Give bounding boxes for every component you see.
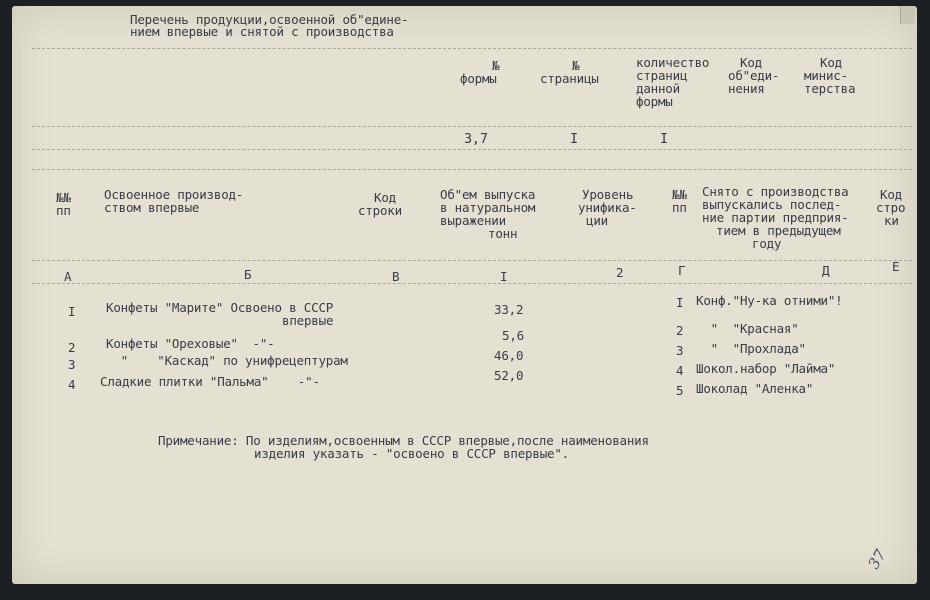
removed-row-3-name: " "Прохлада" — [696, 341, 806, 356]
pages-count-label-2: страниц — [636, 68, 688, 83]
binder-edge — [900, 6, 915, 24]
header-unif-2: унифика- — [578, 200, 637, 215]
header-removed-3: ние партии предприя- — [702, 210, 849, 225]
header-num-1: №№ — [56, 190, 71, 205]
removed-row-4-name: Шокол.набор "Лайма" — [696, 361, 836, 376]
header-code-1: Код — [374, 190, 396, 205]
removed-row-1-num: I — [676, 295, 684, 310]
title-line-2: нием впервые и снятой с производства — [130, 24, 394, 39]
header-removed-4: тием в предыдущем — [716, 223, 841, 238]
handwritten-page-mark: 37 — [864, 546, 890, 573]
page-no-label-1: № — [572, 58, 580, 73]
row-3-num: 3 — [68, 357, 76, 372]
document-sheet — [12, 6, 917, 584]
column-letter-1: I — [500, 269, 508, 284]
pages-count-label-1: количество — [636, 55, 710, 70]
row-3-name: " "Каскад" по унифрецептурам — [106, 353, 348, 368]
column-letter-2: 2 — [616, 265, 624, 280]
pages-count-label-4: формы — [636, 94, 673, 109]
rule — [32, 260, 912, 261]
ministry-code-label-2: минис- — [804, 68, 848, 83]
column-letter-b: Б — [244, 267, 252, 282]
header-volume-2: в натуральном — [440, 200, 536, 215]
column-letter-e: Е — [892, 259, 900, 274]
row-2-name: Конфеты "Ореховые" -"- — [106, 336, 275, 351]
removed-row-4-num: 4 — [676, 363, 684, 378]
row-1-num: I — [68, 304, 76, 319]
header-unif-1: Уровень — [582, 187, 634, 202]
header-removed-5: году — [752, 236, 782, 251]
column-letter-g: Г — [678, 263, 686, 278]
rule — [32, 149, 912, 150]
row-1-name-2: впервые — [282, 313, 334, 328]
row-3-volume: 46,0 — [494, 348, 524, 363]
form-no-label-1: № — [492, 58, 500, 73]
header-volume-1: Об"ем выпуска — [440, 187, 536, 202]
rule — [32, 169, 912, 170]
header-code2-1: Код — [880, 187, 902, 202]
row-4-name: Сладкие плитки "Пальма" -"- — [100, 374, 320, 389]
row-1-name: Конфеты "Марите" Освоено в СССР — [106, 300, 334, 315]
title-line-1: Перечень продукции,освоенной об"едине- — [130, 12, 409, 27]
header-volume-4: тонн — [488, 226, 518, 241]
row-2-num: 2 — [68, 340, 76, 355]
header-code2-3: ки — [884, 213, 899, 228]
removed-row-5-name: Шоколад "Аленка" — [696, 381, 814, 396]
note-line-1: Примечание: По изделиям,освоенным в СССР впервые,после наименования — [158, 433, 649, 448]
removed-row-2-name: " "Красная" — [696, 321, 799, 336]
header-num-2: пп — [56, 203, 71, 218]
ministry-code-label-3: терства — [804, 81, 856, 96]
header-product-2: ством впервые — [104, 200, 200, 215]
header-code-2: строки — [358, 203, 402, 218]
assoc-code-label-1: Код — [740, 55, 762, 70]
assoc-code-label-2: об"еди- — [728, 68, 780, 83]
header-num2-2: пп — [672, 200, 687, 215]
form-no-value: 3,7 — [464, 131, 488, 147]
column-letter-v: В — [392, 269, 400, 284]
pages-count-label-3: данной — [636, 81, 680, 96]
form-no-label-2: формы — [460, 71, 497, 86]
assoc-code-label-3: нения — [728, 81, 765, 96]
row-1-volume: 33,2 — [494, 302, 524, 317]
header-product-1: Освоенное производ- — [104, 187, 244, 202]
rule — [32, 48, 912, 49]
ministry-code-label-1: Код — [820, 55, 842, 70]
column-letter-a: А — [64, 269, 72, 284]
row-4-num: 4 — [68, 377, 76, 392]
header-unif-3: ции — [586, 213, 608, 228]
rule — [32, 283, 912, 284]
row-2-volume: 5,6 — [502, 328, 524, 343]
rule — [32, 126, 912, 127]
header-removed-2: выпускались послед- — [702, 197, 842, 212]
header-code2-2: стро — [876, 200, 906, 215]
page-no-label-2: страницы — [540, 71, 599, 86]
note-line-2: изделия указать - "освоено в СССР впервые". — [254, 446, 570, 461]
header-removed-1: Снято с производства — [702, 184, 849, 199]
header-volume-3: выражении — [440, 213, 506, 228]
removed-row-1-name: Конф."Ну-ка отними"! — [696, 293, 843, 308]
removed-row-5-num: 5 — [676, 383, 684, 398]
removed-row-2-num: 2 — [676, 323, 684, 338]
pages-count-value: I — [660, 131, 668, 147]
header-num2-1: №№ — [672, 187, 687, 202]
removed-row-3-num: 3 — [676, 343, 684, 358]
page-no-value: I — [570, 131, 578, 147]
column-letter-d: Д — [822, 263, 830, 278]
row-4-volume: 52,0 — [494, 368, 524, 383]
